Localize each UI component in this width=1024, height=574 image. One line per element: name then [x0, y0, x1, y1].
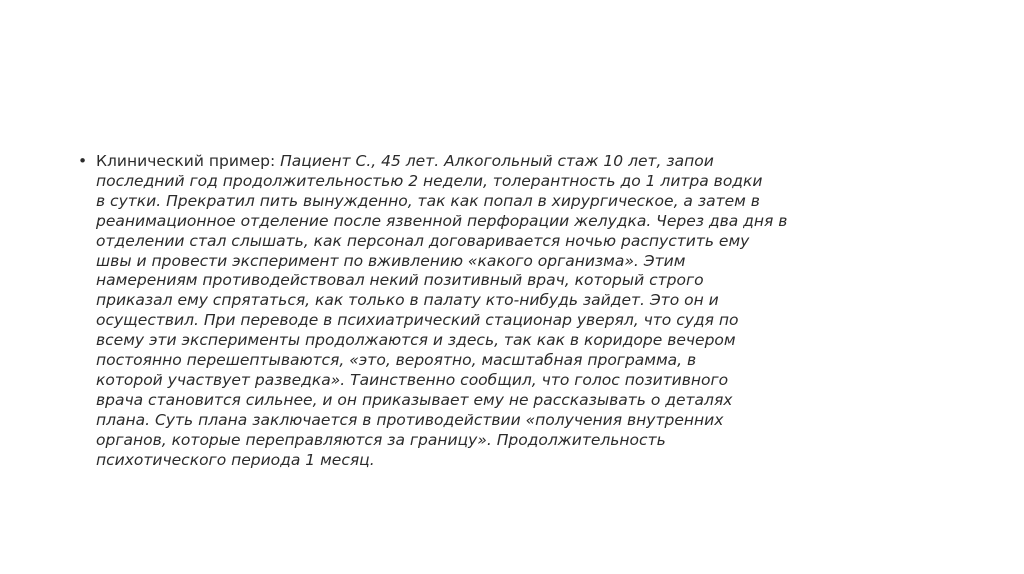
case-text-line: приказал ему спрятаться, как только в палату кто-нибудь зайдет. Это он и: [96, 291, 719, 310]
case-text-line: психотического периода 1 месяц.: [96, 450, 375, 469]
case-text-line: реанимационное отделение после язвенной перфорации желудка. Через два дня в: [96, 211, 788, 230]
case-text-line: которой участвует разведка». Таинственно сообщил, что голос позитивного: [96, 370, 729, 389]
case-text-line: постоянно перешептываются, «это, вероятно, масштабная программа, в: [96, 351, 697, 370]
case-text-line: плана. Суть плана заключается в противодействии «получения внутренних: [96, 410, 724, 429]
case-text-line: всему эти эксперименты продолжаются и здесь, так как в коридоре вечером: [96, 331, 736, 350]
case-text-line: Пациент С., 45 лет. Алкогольный стаж 10 лет, запои: [280, 152, 714, 170]
case-text-line: осуществил. При переводе в психиатрический стационар уверял, что судя по: [96, 311, 739, 330]
lead-label: Клинический пример:: [96, 152, 281, 170]
case-text-line: намерениям противодействовал некий позитивный врач, который строго: [96, 271, 704, 290]
case-text-line: органов, которые переправляются за границу». Продолжительность: [96, 430, 666, 449]
bullet-list: [74, 152, 954, 471]
case-text-line: швы и провести эксперимент по вживлению «какого организма». Этим: [96, 251, 686, 270]
bullet-icon: •: [78, 152, 88, 170]
text-line-1: [96, 152, 954, 172]
case-text-line: последний год продолжительностью 2 недели, толерантность до 1 литра водки: [96, 171, 763, 190]
case-text-line: в сутки. Прекратил пить вынужденно, так как попал в хирургическое, а затем в: [96, 191, 760, 210]
case-text-line: отделении стал слышать, как персонал договаривается ночью распустить ему: [96, 231, 750, 250]
bullet-item-clinical-example: [74, 152, 954, 471]
case-text-line: врача становится сильнее, и он приказывает ему не рассказывать о деталях: [96, 390, 733, 409]
